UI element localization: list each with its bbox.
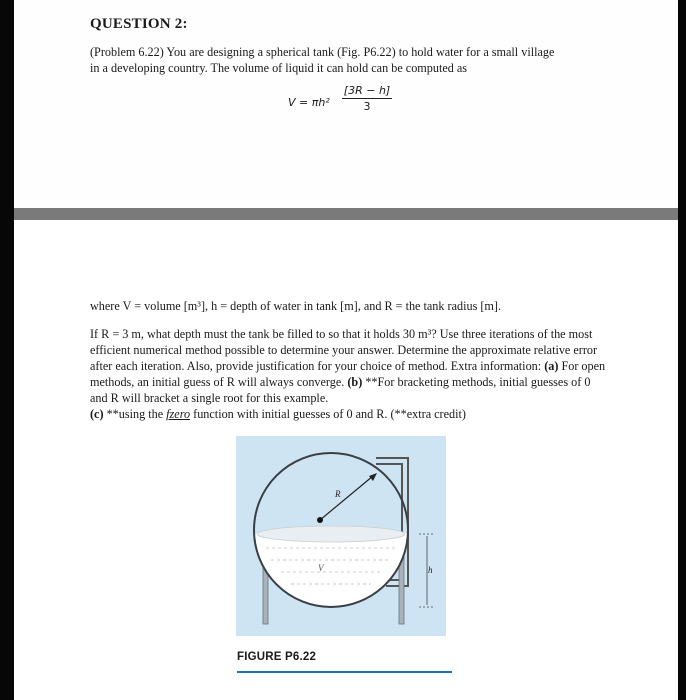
tank-figure	[236, 436, 446, 636]
intro-line-2: in a developing country. The volume of liquid it can hold can be computed as	[90, 61, 468, 75]
right-frame	[678, 0, 686, 700]
label-c: (c)	[90, 407, 104, 421]
tank-diagram	[236, 436, 446, 636]
radius-line	[320, 476, 373, 520]
task-line-1: If R = 3 m, what depth must the tank be filled to so that it holds 30 m³? Use three iterations of	[90, 327, 548, 341]
task-line-3: approximate relative error after each iteration. Also, provide justification for your choice of	[90, 343, 598, 373]
task-line-2: the most efficient numerical method possible to determine your answer. Determine the	[90, 327, 593, 357]
figure-caption: FIGURE P6.22	[237, 651, 317, 663]
task-line-5: **For bracketing methods, initial guesses of 0 and R will bracket a single root for this example.	[90, 375, 591, 405]
formula-numerator: [3R − h]	[343, 84, 391, 97]
task-description	[90, 326, 608, 422]
task-line-6-pre: **using the	[103, 407, 167, 421]
label-b: (b)	[347, 375, 363, 389]
water-surface	[257, 526, 405, 542]
caption-rule	[237, 671, 452, 673]
task-line-6-post: function with initial guesses of 0 and R. (**extra credit)	[190, 407, 466, 421]
formula-fraction	[342, 84, 392, 113]
label-h: h	[428, 565, 433, 575]
left-frame	[0, 0, 14, 700]
task-line-4-post: For open methods, an initial guess of R will always converge.	[90, 359, 606, 389]
label-v: V	[318, 563, 324, 573]
label-a: (a)	[544, 359, 559, 373]
problem-intro	[90, 44, 610, 76]
question-title: QUESTION 2:	[90, 16, 188, 32]
intro-line-1: (Problem 6.22) You are designing a spherical tank (Fig. P6.22) to hold water for a small village	[90, 45, 555, 59]
radius-arrowhead	[369, 473, 377, 481]
label-r: R	[335, 489, 341, 499]
variable-definitions: where V = volume [m³], h = depth of water in tank [m], and R = the tank radius [m].	[90, 299, 502, 313]
formula-lhs: V = πh²	[288, 96, 330, 109]
tank-center	[317, 517, 323, 523]
formula-denominator: 3	[363, 100, 371, 113]
page-divider	[14, 208, 678, 220]
fzero-link: fzero	[166, 407, 191, 421]
task-line-4-pre: method. Extra information:	[408, 359, 545, 373]
